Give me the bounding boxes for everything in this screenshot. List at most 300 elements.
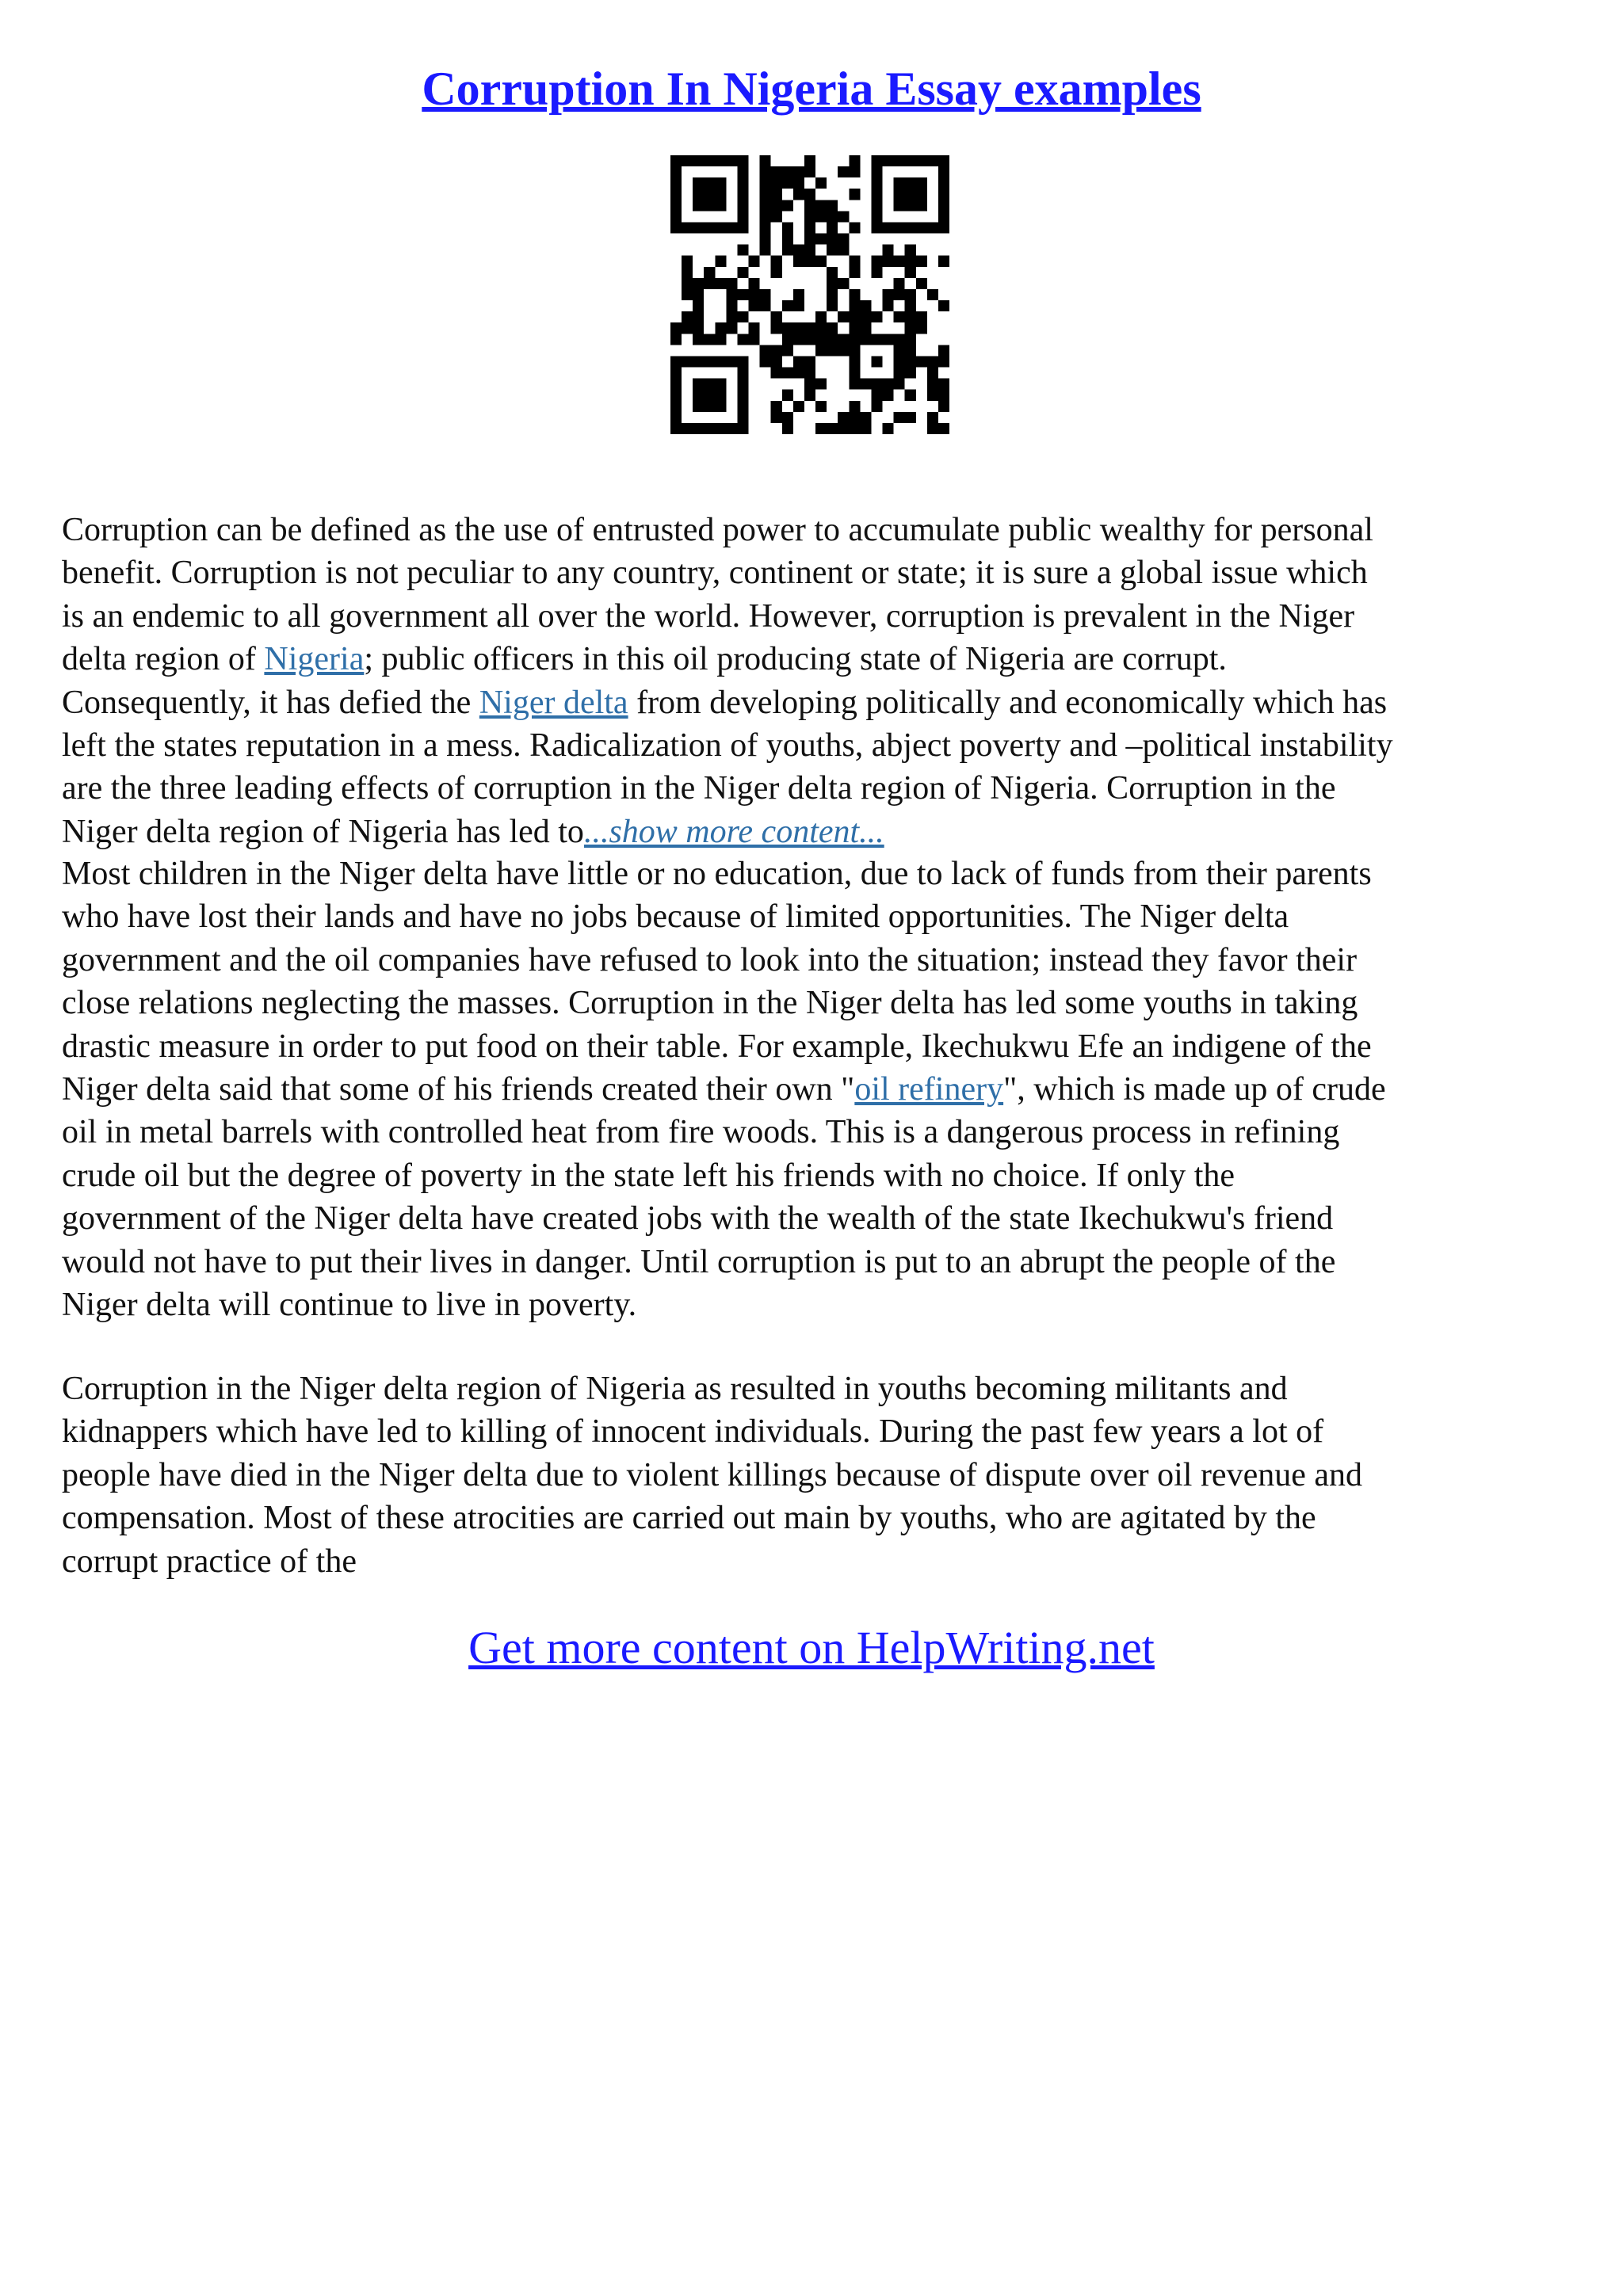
- qr-module: [815, 423, 827, 434]
- nigeria-link[interactable]: Nigeria: [264, 641, 365, 678]
- text-run: ", which is made up of crude: [1003, 1071, 1386, 1108]
- qr-module: [804, 390, 815, 401]
- qr-module: [760, 155, 771, 166]
- qr-module: [782, 200, 793, 211]
- qr-module: [715, 379, 726, 390]
- qr-module: [715, 256, 726, 267]
- qr-module: [793, 177, 804, 189]
- qr-module: [938, 200, 949, 211]
- qr-module: [894, 256, 905, 267]
- text-run: delta region of: [62, 641, 265, 678]
- paragraph-line: left the states reputation in a mess. Radicalization of youths, abject poverty and –political instability: [62, 727, 1393, 765]
- footer-more-content-link[interactable]: Get more content on HelpWriting.net: [468, 1622, 1155, 1673]
- qr-module: [827, 211, 838, 222]
- qr-module: [815, 334, 827, 345]
- qr-module: [726, 222, 737, 233]
- qr-module: [704, 267, 715, 278]
- qr-module: [715, 222, 726, 233]
- qr-module: [815, 211, 827, 222]
- qr-module: [905, 368, 916, 379]
- qr-module: [927, 368, 938, 379]
- qr-module: [871, 390, 882, 401]
- qr-module: [682, 289, 693, 300]
- qr-module: [737, 356, 748, 367]
- qr-module: [827, 322, 838, 334]
- qr-module: [894, 311, 905, 322]
- qr-module: [815, 256, 827, 267]
- qr-module: [726, 289, 737, 300]
- qr-module: [737, 166, 748, 177]
- qr-module: [749, 300, 760, 311]
- niger-delta-link[interactable]: Niger delta: [479, 684, 628, 721]
- qr-module: [938, 423, 949, 434]
- qr-module: [682, 155, 693, 166]
- qr-module: [704, 177, 715, 189]
- qr-module: [905, 356, 916, 367]
- qr-module: [838, 311, 849, 322]
- qr-module: [916, 311, 927, 322]
- qr-module: [905, 345, 916, 356]
- paragraph-line: Most children in the Niger delta have little or no education, due to lack of funds from their parents: [62, 856, 1372, 892]
- qr-module: [894, 200, 905, 211]
- qr-module: [804, 155, 815, 166]
- qr-module: [860, 311, 871, 322]
- qr-module: [693, 200, 704, 211]
- qr-module: [938, 155, 949, 166]
- qr-module: [905, 322, 916, 334]
- qr-module: [838, 245, 849, 256]
- qr-module: [938, 166, 949, 177]
- qr-module: [815, 322, 827, 334]
- show-more-link[interactable]: ...show more content...: [583, 813, 884, 850]
- qr-module: [760, 245, 771, 256]
- paragraph-line: Niger delta will continue to live in poverty.: [62, 1287, 637, 1324]
- qr-module: [894, 222, 905, 233]
- paragraph-line: [62, 810, 1552, 853]
- qr-module: [894, 289, 905, 300]
- qr-module: [715, 423, 726, 434]
- qr-module: [737, 200, 748, 211]
- qr-module: [715, 390, 726, 401]
- qr-module: [737, 177, 748, 189]
- qr-module: [883, 289, 894, 300]
- qr-module: [860, 379, 871, 390]
- qr-module: [737, 289, 748, 300]
- qr-module: [771, 311, 782, 322]
- qr-module: [715, 200, 726, 211]
- qr-module: [704, 278, 715, 289]
- qr-module: [715, 401, 726, 412]
- qr-module: [793, 256, 804, 267]
- qr-module: [670, 155, 682, 166]
- qr-module: [849, 368, 860, 379]
- qr-module: [693, 189, 704, 200]
- qr-module: [670, 356, 682, 367]
- qr-module: [760, 289, 771, 300]
- qr-module: [871, 356, 882, 367]
- qr-module: [938, 401, 949, 412]
- qr-module: [815, 345, 827, 356]
- qr-module: [693, 311, 704, 322]
- qr-module: [849, 401, 860, 412]
- qr-module: [838, 166, 849, 177]
- qr-module: [860, 322, 871, 334]
- qr-module: [737, 267, 748, 278]
- qr-module: [938, 177, 949, 189]
- qr-module: [883, 423, 894, 434]
- qr-module: [804, 200, 815, 211]
- qr-module: [737, 401, 748, 412]
- qr-module: [905, 222, 916, 233]
- qr-module: [883, 390, 894, 401]
- qr-module: [760, 222, 771, 233]
- qr-module: [905, 256, 916, 267]
- qr-module: [782, 412, 793, 423]
- qr-module: [704, 401, 715, 412]
- qr-module: [715, 155, 726, 166]
- qr-module: [693, 379, 704, 390]
- qr-module: [715, 189, 726, 200]
- qr-module: [804, 234, 815, 245]
- qr-module: [827, 345, 838, 356]
- qr-module: [693, 155, 704, 166]
- qr-module: [804, 211, 815, 222]
- qr-module: [749, 322, 760, 334]
- qr-module: [726, 423, 737, 434]
- qr-module: [693, 300, 704, 311]
- qr-module: [804, 256, 815, 267]
- qr-module: [670, 390, 682, 401]
- qr-module: [693, 334, 704, 345]
- qr-module: [905, 311, 916, 322]
- qr-module: [670, 177, 682, 189]
- qr-module: [793, 166, 804, 177]
- qr-module: [883, 379, 894, 390]
- qr-module: [670, 368, 682, 379]
- qr-module: [916, 322, 927, 334]
- qr-module: [849, 300, 860, 311]
- text-run: from developing politically and economically which has: [628, 684, 1388, 721]
- qr-module: [883, 334, 894, 345]
- qr-module: [905, 189, 916, 200]
- qr-module: [670, 334, 682, 345]
- paragraph-line: [62, 1068, 1552, 1111]
- qr-module: [905, 289, 916, 300]
- qr-module: [916, 189, 927, 200]
- qr-module: [682, 423, 693, 434]
- qr-module: [782, 390, 793, 401]
- qr-module: [782, 334, 793, 345]
- qr-module: [827, 278, 838, 289]
- qr-module: [916, 155, 927, 166]
- qr-module: [871, 311, 882, 322]
- qr-module: [749, 334, 760, 345]
- qr-module: [827, 423, 838, 434]
- qr-module: [737, 245, 748, 256]
- qr-module: [938, 390, 949, 401]
- qr-module: [693, 322, 704, 334]
- qr-module: [838, 278, 849, 289]
- paragraph-1: [62, 509, 1552, 853]
- qr-module: [704, 155, 715, 166]
- qr-module: [849, 289, 860, 300]
- qr-module: [737, 189, 748, 200]
- qr-module: [726, 300, 737, 311]
- qr-module: [782, 222, 793, 233]
- qr-module: [804, 322, 815, 334]
- qr-module: [726, 311, 737, 322]
- qr-module: [815, 200, 827, 211]
- qr-module: [682, 278, 693, 289]
- qr-module: [916, 177, 927, 189]
- qr-module: [827, 300, 838, 311]
- qr-module: [871, 211, 882, 222]
- qr-module: [827, 245, 838, 256]
- qr-module: [871, 334, 882, 345]
- oil-refinery-link[interactable]: oil refinery: [854, 1071, 1004, 1108]
- qr-module: [726, 322, 737, 334]
- qr-module: [827, 234, 838, 245]
- qr-code-graphic: [670, 155, 949, 434]
- text-run: Niger delta region of Nigeria has led to: [62, 813, 584, 850]
- paragraph-line: Corruption in the Niger delta region of Nigeria as resulted in youths becoming militants and: [62, 1371, 1288, 1407]
- qr-module: [793, 334, 804, 345]
- qr-module: [715, 177, 726, 189]
- qr-module: [938, 300, 949, 311]
- qr-module: [737, 379, 748, 390]
- qr-module: [693, 278, 704, 289]
- qr-module: [693, 390, 704, 401]
- qr-module: [894, 345, 905, 356]
- qr-module: [838, 334, 849, 345]
- qr-module: [916, 256, 927, 267]
- paragraph-line: oil in metal barrels with controlled heat from fire woods. This is a dangerous process in refining: [62, 1114, 1340, 1151]
- qr-module: [771, 211, 782, 222]
- qr-module: [771, 267, 782, 278]
- qr-module: [916, 356, 927, 367]
- qr-module: [938, 189, 949, 200]
- qr-module: [737, 311, 748, 322]
- qr-module: [737, 211, 748, 222]
- qr-module: [760, 189, 771, 200]
- qr-module: [704, 379, 715, 390]
- qr-module: [871, 177, 882, 189]
- qr-module: [804, 356, 815, 367]
- qr-module: [804, 166, 815, 177]
- qr-module: [905, 245, 916, 256]
- qr-module: [737, 155, 748, 166]
- qr-module: [793, 189, 804, 200]
- qr-module: [771, 256, 782, 267]
- qr-module: [827, 200, 838, 211]
- qr-module: [938, 256, 949, 267]
- qr-module: [682, 267, 693, 278]
- qr-module: [670, 412, 682, 423]
- qr-module: [682, 256, 693, 267]
- qr-module: [670, 200, 682, 211]
- qr-module: [905, 300, 916, 311]
- qr-module: [760, 234, 771, 245]
- qr-module: [871, 155, 882, 166]
- qr-code-icon: [670, 155, 949, 434]
- qr-module: [704, 423, 715, 434]
- qr-module: [927, 155, 938, 166]
- qr-module: [760, 300, 771, 311]
- paragraph-2: [62, 852, 1552, 1326]
- qr-module: [827, 267, 838, 278]
- paragraph-line: would not have to put their lives in danger. Until corruption is put to an abrupt the people of the: [62, 1243, 1336, 1280]
- qr-module: [670, 401, 682, 412]
- qr-module: [771, 412, 782, 423]
- qr-module: [815, 234, 827, 245]
- qr-module: [793, 368, 804, 379]
- qr-module: [760, 356, 771, 367]
- qr-module: [771, 345, 782, 356]
- paragraph-line: [62, 681, 1552, 724]
- qr-module: [905, 334, 916, 345]
- qr-module: [894, 278, 905, 289]
- qr-module: [804, 222, 815, 233]
- paragraph-line: corrupt practice of the: [62, 1543, 357, 1580]
- qr-module: [760, 345, 771, 356]
- qr-module: [670, 211, 682, 222]
- qr-module: [793, 289, 804, 300]
- qr-module: [670, 423, 682, 434]
- qr-module: [894, 379, 905, 390]
- qr-module: [815, 401, 827, 412]
- qr-module: [693, 401, 704, 412]
- qr-module: [860, 423, 871, 434]
- qr-module: [838, 234, 849, 245]
- qr-module: [938, 211, 949, 222]
- qr-module: [704, 189, 715, 200]
- qr-module: [693, 423, 704, 434]
- qr-module: [804, 368, 815, 379]
- qr-module: [815, 379, 827, 390]
- qr-module: [916, 200, 927, 211]
- qr-module: [793, 245, 804, 256]
- qr-module: [849, 166, 860, 177]
- paragraph-line: crude oil but the degree of poverty in the state left his friends with no choice. If only the: [62, 1157, 1235, 1194]
- qr-module: [704, 356, 715, 367]
- qr-module: [894, 155, 905, 166]
- paragraph-line: who have lost their lands and have no jobs because of limited opportunities. The Niger delta: [62, 898, 1289, 936]
- paragraph-line: [62, 638, 1552, 681]
- qr-module: [670, 322, 682, 334]
- qr-module: [782, 177, 793, 189]
- qr-module: [883, 245, 894, 256]
- qr-module: [860, 300, 871, 311]
- qr-module: [749, 256, 760, 267]
- qr-module: [883, 256, 894, 267]
- qr-module: [927, 356, 938, 367]
- text-run: Consequently, it has defied the: [62, 684, 479, 721]
- qr-module: [883, 155, 894, 166]
- qr-module: [849, 345, 860, 356]
- qr-module: [782, 322, 793, 334]
- qr-module: [871, 189, 882, 200]
- paragraph-line: benefit. Corruption is not peculiar to any country, continent or state; it is sure a global issue which: [62, 555, 1368, 592]
- paragraph-line: is an endemic to all government all over the world. However, corruption is prevalent in the Niger: [62, 597, 1355, 635]
- qr-module: [726, 155, 737, 166]
- qr-module: [782, 345, 793, 356]
- paragraph-line: compensation. Most of these atrocities are carried out main by youths, who are agitated by the: [62, 1500, 1316, 1537]
- qr-module: [838, 211, 849, 222]
- paragraph-line: Corruption can be defined as the use of entrusted power to accumulate public wealthy for personal: [62, 512, 1373, 548]
- qr-module: [693, 177, 704, 189]
- qr-module: [670, 166, 682, 177]
- paragraph-line: government and the oil companies have refused to look into the situation; instead they favor their: [62, 941, 1358, 978]
- paragraph-line: drastic measure in order to put food on their table. For example, Ikechukwu Efe an indigene of the: [62, 1028, 1372, 1065]
- qr-module: [849, 356, 860, 367]
- qr-module: [670, 379, 682, 390]
- qr-module: [804, 189, 815, 200]
- qr-module: [682, 356, 693, 367]
- qr-module: [871, 379, 882, 390]
- qr-module: [827, 222, 838, 233]
- qr-module: [938, 379, 949, 390]
- qr-module: [916, 278, 927, 289]
- qr-module: [815, 177, 827, 189]
- qr-module: [894, 356, 905, 367]
- paragraph-3: [62, 1367, 1552, 1583]
- qr-module: [704, 334, 715, 345]
- qr-module: [737, 390, 748, 401]
- qr-module: [927, 379, 938, 390]
- qr-module: [749, 278, 760, 289]
- qr-module: [704, 222, 715, 233]
- qr-module: [849, 322, 860, 334]
- document-title[interactable]: Corruption In Nigeria Essay examples: [422, 63, 1201, 115]
- qr-module: [726, 278, 737, 289]
- qr-module: [693, 289, 704, 300]
- qr-module: [905, 390, 916, 401]
- qr-module: [682, 322, 693, 334]
- qr-module: [860, 412, 871, 423]
- qr-module: [670, 189, 682, 200]
- qr-module: [670, 222, 682, 233]
- qr-module: [871, 222, 882, 233]
- qr-module: [883, 300, 894, 311]
- qr-module: [860, 334, 871, 345]
- qr-module: [771, 166, 782, 177]
- qr-module: [905, 412, 916, 423]
- qr-module: [715, 322, 726, 334]
- qr-module: [715, 278, 726, 289]
- qr-module: [804, 245, 815, 256]
- qr-module: [771, 322, 782, 334]
- qr-module: [838, 345, 849, 356]
- qr-module: [894, 189, 905, 200]
- qr-module: [771, 368, 782, 379]
- qr-module: [693, 222, 704, 233]
- qr-module: [894, 412, 905, 423]
- qr-module: [793, 401, 804, 412]
- qr-module: [849, 155, 860, 166]
- qr-module: [871, 401, 882, 412]
- qr-module: [871, 200, 882, 211]
- qr-module: [849, 379, 860, 390]
- qr-module: [793, 322, 804, 334]
- qr-module: [927, 412, 938, 423]
- qr-module: [737, 334, 748, 345]
- text-run: ; public officers in this oil producing state of Nigeria are corrupt.: [364, 641, 1227, 678]
- qr-module: [827, 289, 838, 300]
- qr-module: [849, 412, 860, 423]
- qr-module: [737, 222, 748, 233]
- qr-module: [693, 356, 704, 367]
- qr-module: [793, 300, 804, 311]
